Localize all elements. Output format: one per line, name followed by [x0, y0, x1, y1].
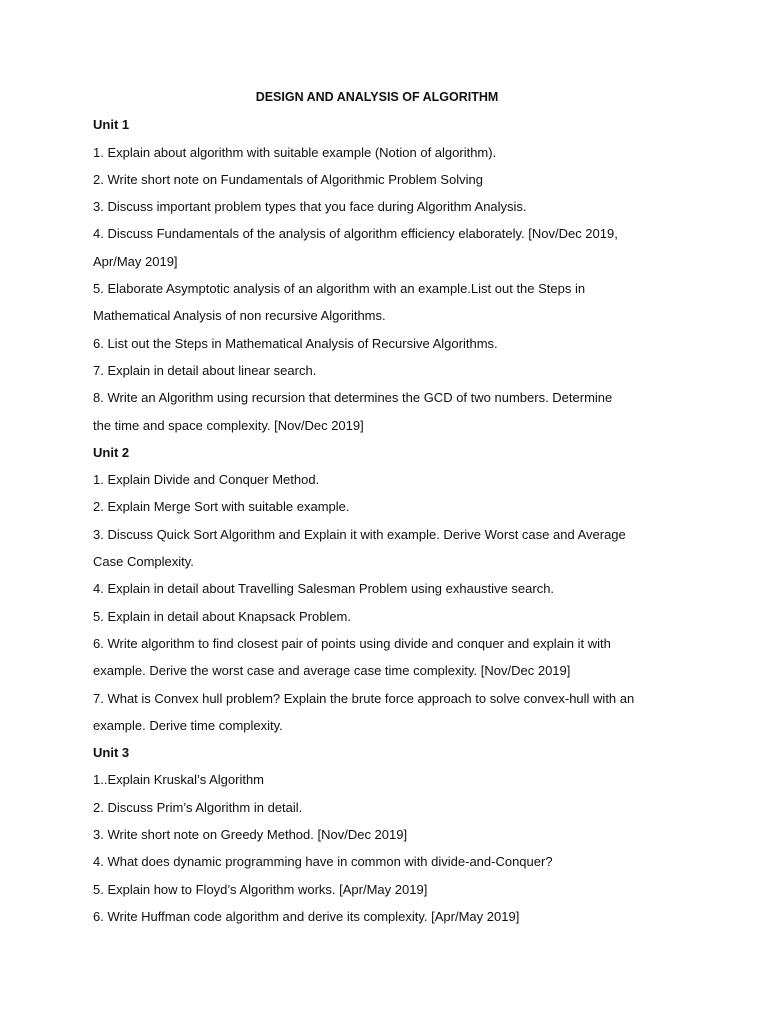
question-line: 4. Explain in detail about Travelling Salesman Problem using exhaustive search. — [93, 581, 555, 597]
question-line: 3. Write short note on Greedy Method. [Nov/Dec 2019] — [93, 827, 408, 843]
unit-heading: Unit 2 — [93, 444, 130, 460]
question-line: 3. Discuss important problem types that you face during Algorithm Analysis. — [93, 199, 527, 215]
question-line: 4. Discuss Fundamentals of the analysis of algorithm efficiency elaborately. [Nov/Dec 2019, — [93, 226, 618, 242]
question-line: 2. Write short note on Fundamentals of Algorithmic Problem Solving — [93, 171, 483, 187]
question-line: 1. Explain about algorithm with suitable example (Notion of algorithm). — [93, 144, 497, 160]
question-line: example. Derive the worst case and average case time complexity. [Nov/Dec 2019] — [93, 663, 571, 679]
question-line: 6. Write algorithm to find closest pair of points using divide and conquer and explain it with — [93, 635, 611, 651]
question-line: 7. What is Convex hull problem? Explain the brute force approach to solve convex-hull with an — [93, 690, 635, 706]
question-line: Apr/May 2019] — [93, 253, 178, 269]
unit-heading: Unit 1 — [93, 117, 130, 133]
question-line: 5. Explain in detail about Knapsack Problem. — [93, 608, 351, 624]
question-line: 2. Discuss Prim’s Algorithm in detail. — [93, 799, 303, 815]
document-body — [93, 84, 653, 930]
document-title: DESIGN AND ANALYSIS OF ALGORITHM — [255, 90, 499, 104]
question-line: 1. Explain Divide and Conquer Method. — [93, 472, 320, 488]
question-line: Mathematical Analysis of non recursive Algorithms. — [93, 308, 386, 324]
question-line: 6. Write Huffman code algorithm and derive its complexity. [Apr/May 2019] — [93, 908, 520, 924]
question-line: 1..Explain Kruskal’s Algorithm — [93, 772, 265, 788]
question-line: 6. List out the Steps in Mathematical Analysis of Recursive Algorithms. — [93, 335, 498, 351]
question-line: the time and space complexity. [Nov/Dec 2019] — [93, 417, 364, 433]
question-line: Case Complexity. — [93, 554, 194, 570]
question-line: 2. Explain Merge Sort with suitable example. — [93, 499, 350, 515]
question-line: 5. Elaborate Asymptotic analysis of an algorithm with an example.List out the Steps in — [93, 281, 586, 297]
question-line: 8. Write an Algorithm using recursion that determines the GCD of two numbers. Determine — [93, 390, 613, 406]
question-line: 7. Explain in detail about linear search. — [93, 362, 317, 378]
question-line: 4. What does dynamic programming have in common with divide-and-Conquer? — [93, 854, 553, 870]
question-line: 3. Discuss Quick Sort Algorithm and Explain it with example. Derive Worst case and Average — [93, 526, 626, 542]
question-line: 5. Explain how to Floyd’s Algorithm works. [Apr/May 2019] — [93, 881, 428, 897]
question-line: example. Derive time complexity. — [93, 717, 283, 733]
unit-heading: Unit 3 — [93, 745, 130, 761]
